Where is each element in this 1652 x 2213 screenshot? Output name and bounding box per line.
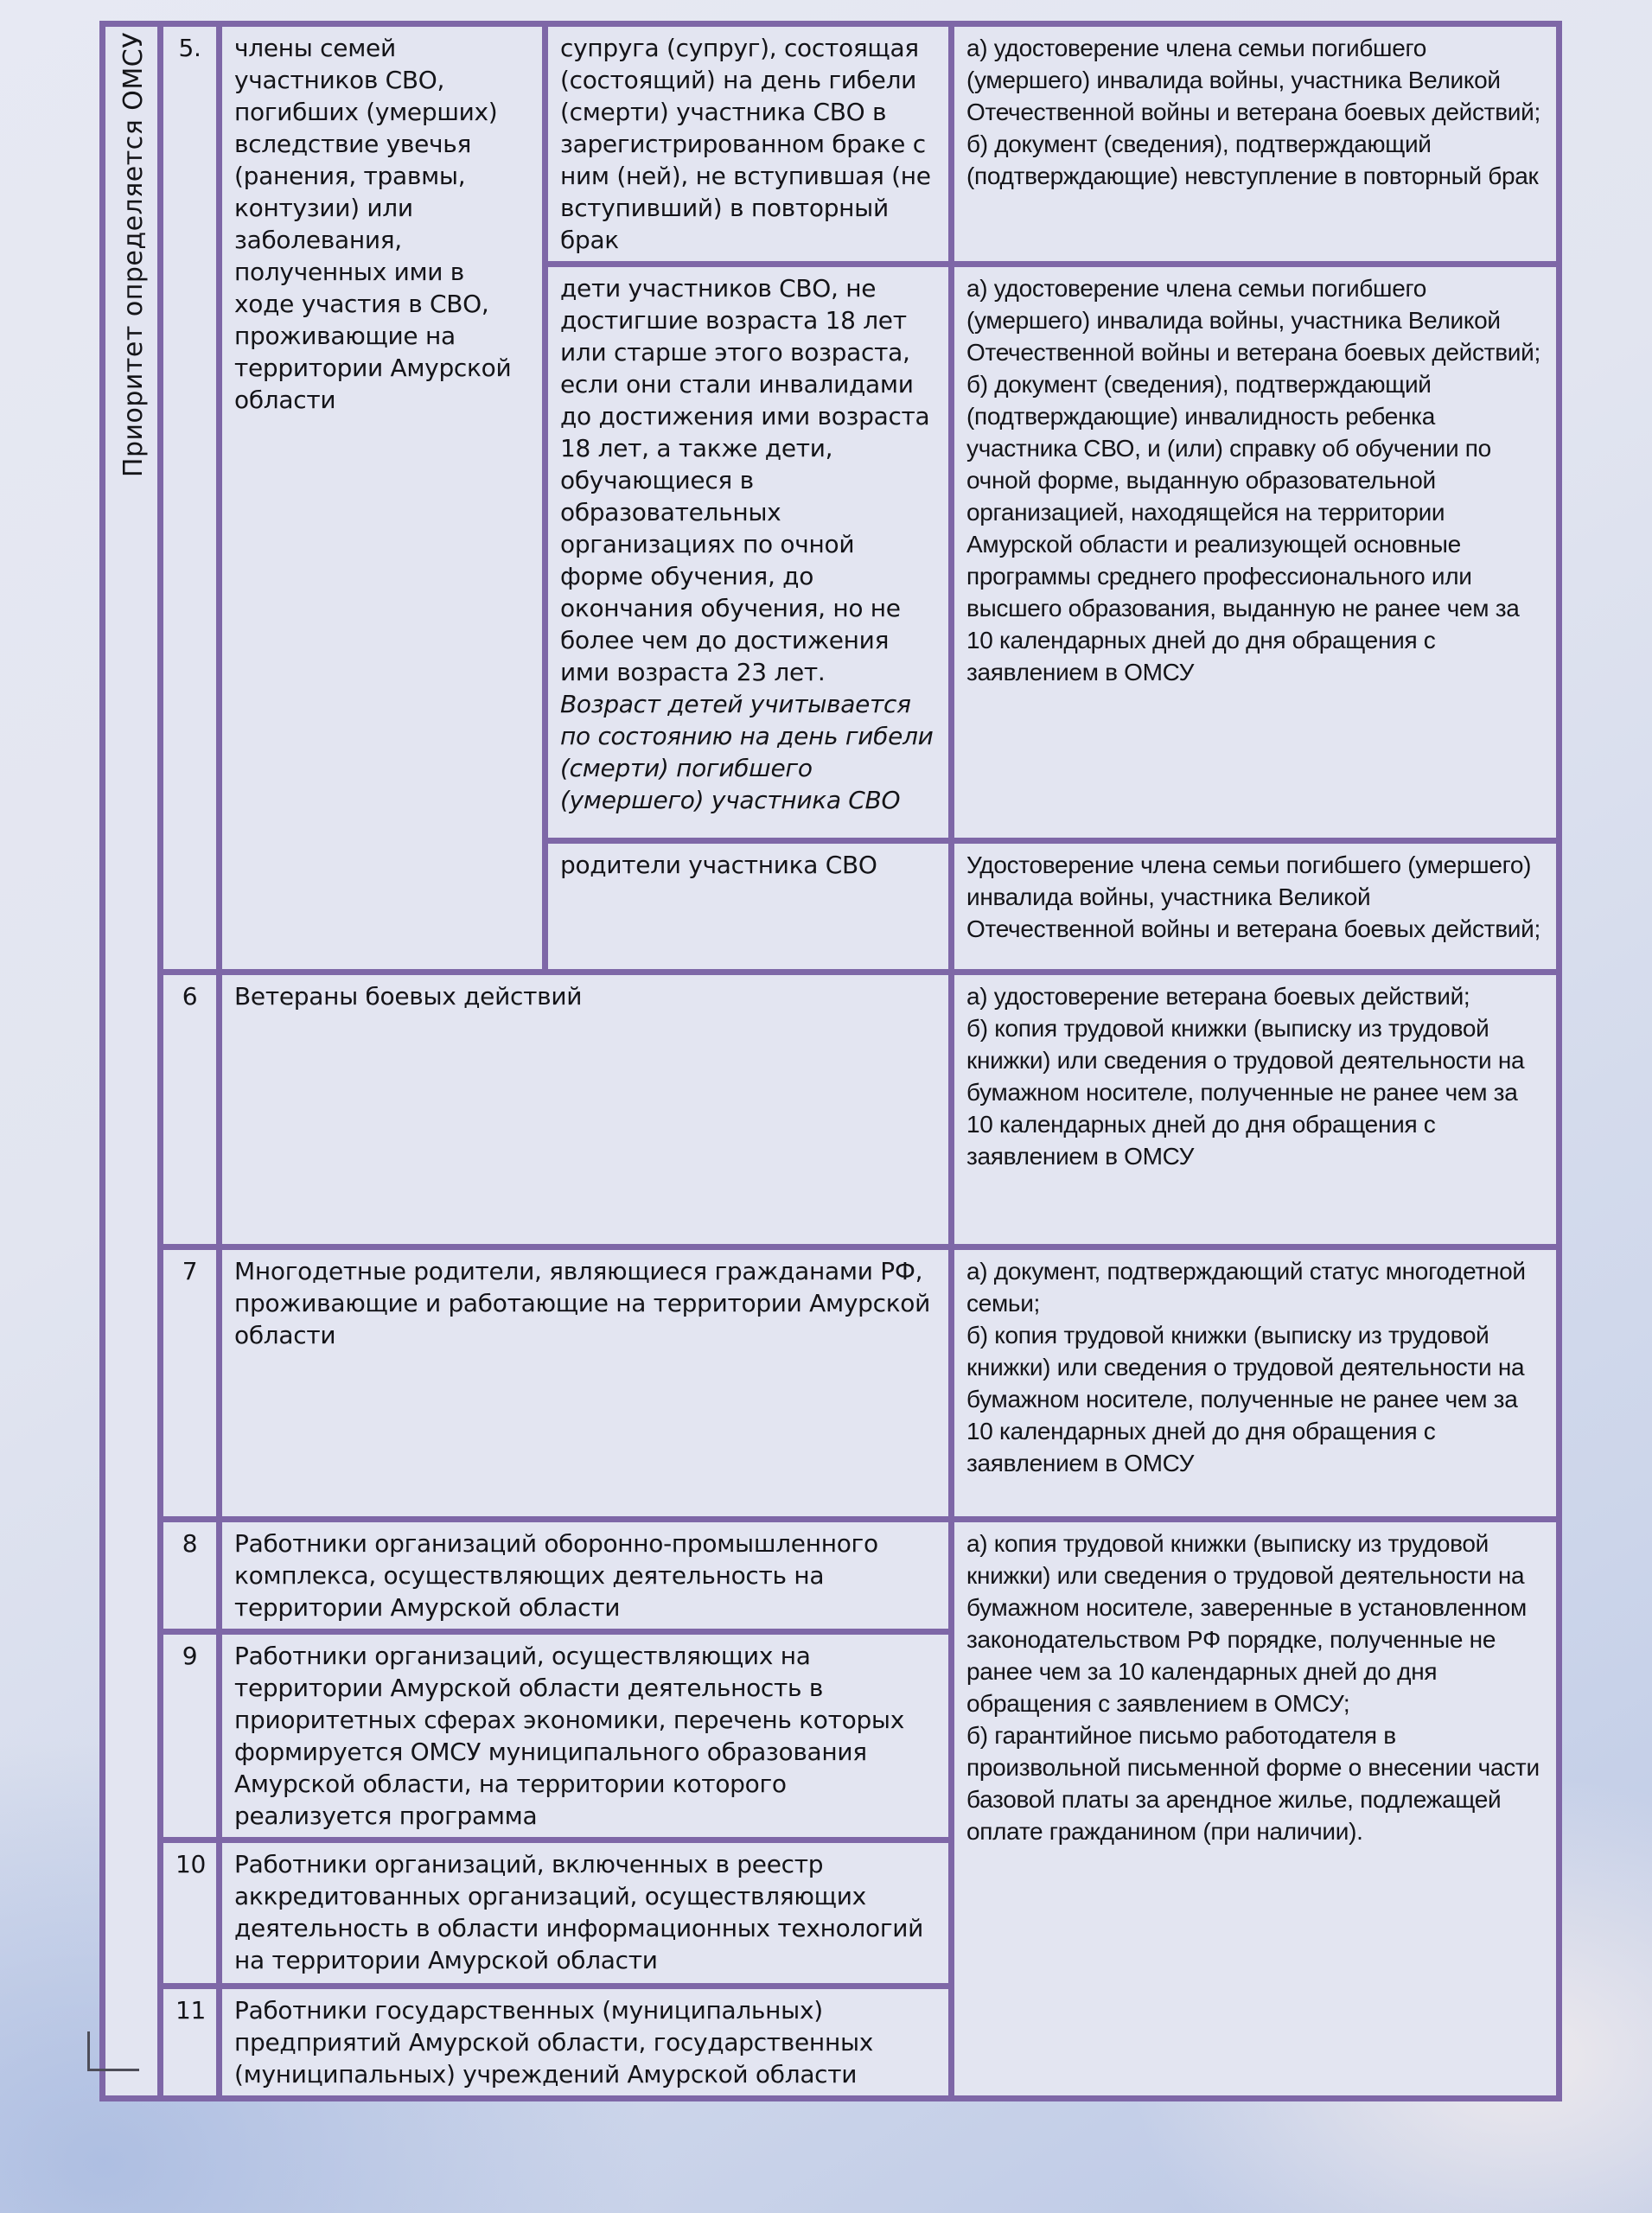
row5-sub3-docs <box>952 841 1560 973</box>
row5-sub1-who-text: супруга (супруг), состоящая (состоящий) на день гибели (смерти) участника СВО в зарегистрированном браке с ним (ней), не вступившая (не вступивший) в повторный брак <box>560 34 931 254</box>
row5-sub2-docs-a: а) удостоверение члена семьи погибшего (умершего) инвалида войны, участника Великой Отечественной войны и ветерана боевых действий; <box>966 275 1540 366</box>
row5-sub1-who <box>545 24 952 265</box>
row5-category <box>220 24 545 973</box>
row5-number: 5. <box>161 24 220 973</box>
row8-number: 8 <box>161 1520 220 1632</box>
row11-number: 11 <box>161 1987 220 2099</box>
row9-number: 9 <box>161 1632 220 1840</box>
rows8-11-docs <box>952 1520 1560 2099</box>
row6-category-text: Ветераны боевых действий <box>234 982 583 1011</box>
row5-sub2-who <box>545 265 952 841</box>
thin-border-artifact <box>87 2031 139 2071</box>
row9-category <box>220 1632 952 1840</box>
rows8-11-docs-b: б) гарантийное письмо работодателя в произвольной письменной форме о внесении части базовой платы за арендное жилье, подлежащей оплате гражданином (при наличии). <box>966 1722 1540 1845</box>
row5-sub1-docs-a: а) удостоверение члена семьи погибшего (умершего) инвалида войны, участника Великой Отечественной войны и ветерана боевых действий; <box>966 35 1540 125</box>
row11-category <box>220 1987 952 2099</box>
row7-docs-a: а) документ, подтверждающий статус многодетной семьи; <box>966 1258 1526 1317</box>
row5-sub2-docs <box>952 265 1560 841</box>
rows8-11-docs-a: а) копия трудовой книжки (выписку из трудовой книжки) или сведения о трудовой деятельности на бумажном носителе, заверенные в установленном законодательством РФ порядке, полученные не ранее чем за 10 календарных дней до дня обращения с заявлением в ОМСУ; <box>966 1530 1527 1717</box>
row6-docs <box>952 973 1560 1247</box>
row5-sub2-docs-b: б) документ (сведения), подтверждающий (подтверждающие) инвалидность ребенка участника СВО, и (или) справку об обучении по очной форме, выданную образовательной организацией, находящейся на территории Амурской области и реализующей основные программы среднего профессионального или высшего образования, выданную не ранее чем за 10 календарных дней до дня обращения с заявлением в ОМСУ <box>966 371 1520 686</box>
row7-number: 7 <box>161 1247 220 1520</box>
vertical-header-text: Приоритет определяется ОМСУ <box>118 32 149 478</box>
row6-number: 6 <box>161 973 220 1247</box>
row7-category <box>220 1247 952 1520</box>
row5-sub3-docs-text: Удостоверение члена семьи погибшего (умершего) инвалида войны, участника Великой Отечественной войны и ветерана боевых действий; <box>966 851 1540 942</box>
row5-sub2-who-text: дети участников СВО, не достигшие возраста 18 лет или старше этого возраста, если они стали инвалидами до достижения ими возраста 18 лет, а также дети, обучающиеся в образовательных организациях по очной форме обучения, до окончания обучения, но не более чем до достижения ими возраста 23 лет. <box>560 274 930 686</box>
row5-sub1-docs <box>952 24 1560 265</box>
row10-category <box>220 1840 952 1987</box>
vertical-header-cell <box>103 24 161 2099</box>
row6-category <box>220 973 952 1247</box>
row7-docs <box>952 1247 1560 1520</box>
row7-category-text: Многодетные родители, являющиеся гражданами РФ, проживающие и работающие на территории Амурской области <box>234 1257 931 1349</box>
row5-sub1-docs-b: б) документ (сведения), подтверждающий (подтверждающие) невступление в повторный брак <box>966 131 1539 189</box>
row8-category-text: Работники организаций оборонно-промышленного комплекса, осуществляющих деятельность на территории Амурской области <box>234 1529 878 1622</box>
row6-docs-a: а) удостоверение ветерана боевых действий; <box>966 983 1470 1010</box>
priority-table <box>99 21 1562 2101</box>
row8-category <box>220 1520 952 1632</box>
row5-category-text: члены семей участников СВО, погибших (умерших) вследствие увечья (ранения, травмы, контузии) или заболевания, полученных ими в ходе участия в СВО, проживающие на территории Амурской области <box>234 34 512 414</box>
row5-sub3-who <box>545 841 952 973</box>
row7-docs-b: б) копия трудовой книжки (выписку из трудовой книжки) или сведения о трудовой деятельности на бумажном носителе, полученные не ранее чем за 10 календарных дней до дня обращения с заявлением в ОМСУ <box>966 1322 1525 1476</box>
row5-sub3-who-text: родители участника СВО <box>560 851 877 879</box>
row5-sub2-who-note: Возраст детей учитывается по состоянию на день гибели (смерти) погибшего (умершего) участника СВО <box>560 690 934 814</box>
row10-category-text: Работники организаций, включенных в реестр аккредитованных организаций, осуществляющих деятельность в области информационных технологий на территории Амурской области <box>234 1850 924 1974</box>
row11-category-text: Работники государственных (муниципальных) предприятий Амурской области, государственных (муниципальных) учреждений Амурской области <box>234 1996 874 2089</box>
row6-docs-b: б) копия трудовой книжки (выписку из трудовой книжки) или сведения о трудовой деятельности на бумажном носителе, полученные не ранее чем за 10 календарных дней до дня обращения с заявлением в ОМСУ <box>966 1015 1525 1170</box>
row10-number: 10 <box>161 1840 220 1987</box>
row9-category-text: Работники организаций, осуществляющих на территории Амурской области деятельность в приоритетных сферах экономики, перечень которых формируется ОМСУ муниципального образования Амурской области, на территории которого реализуется программа <box>234 1642 905 1830</box>
